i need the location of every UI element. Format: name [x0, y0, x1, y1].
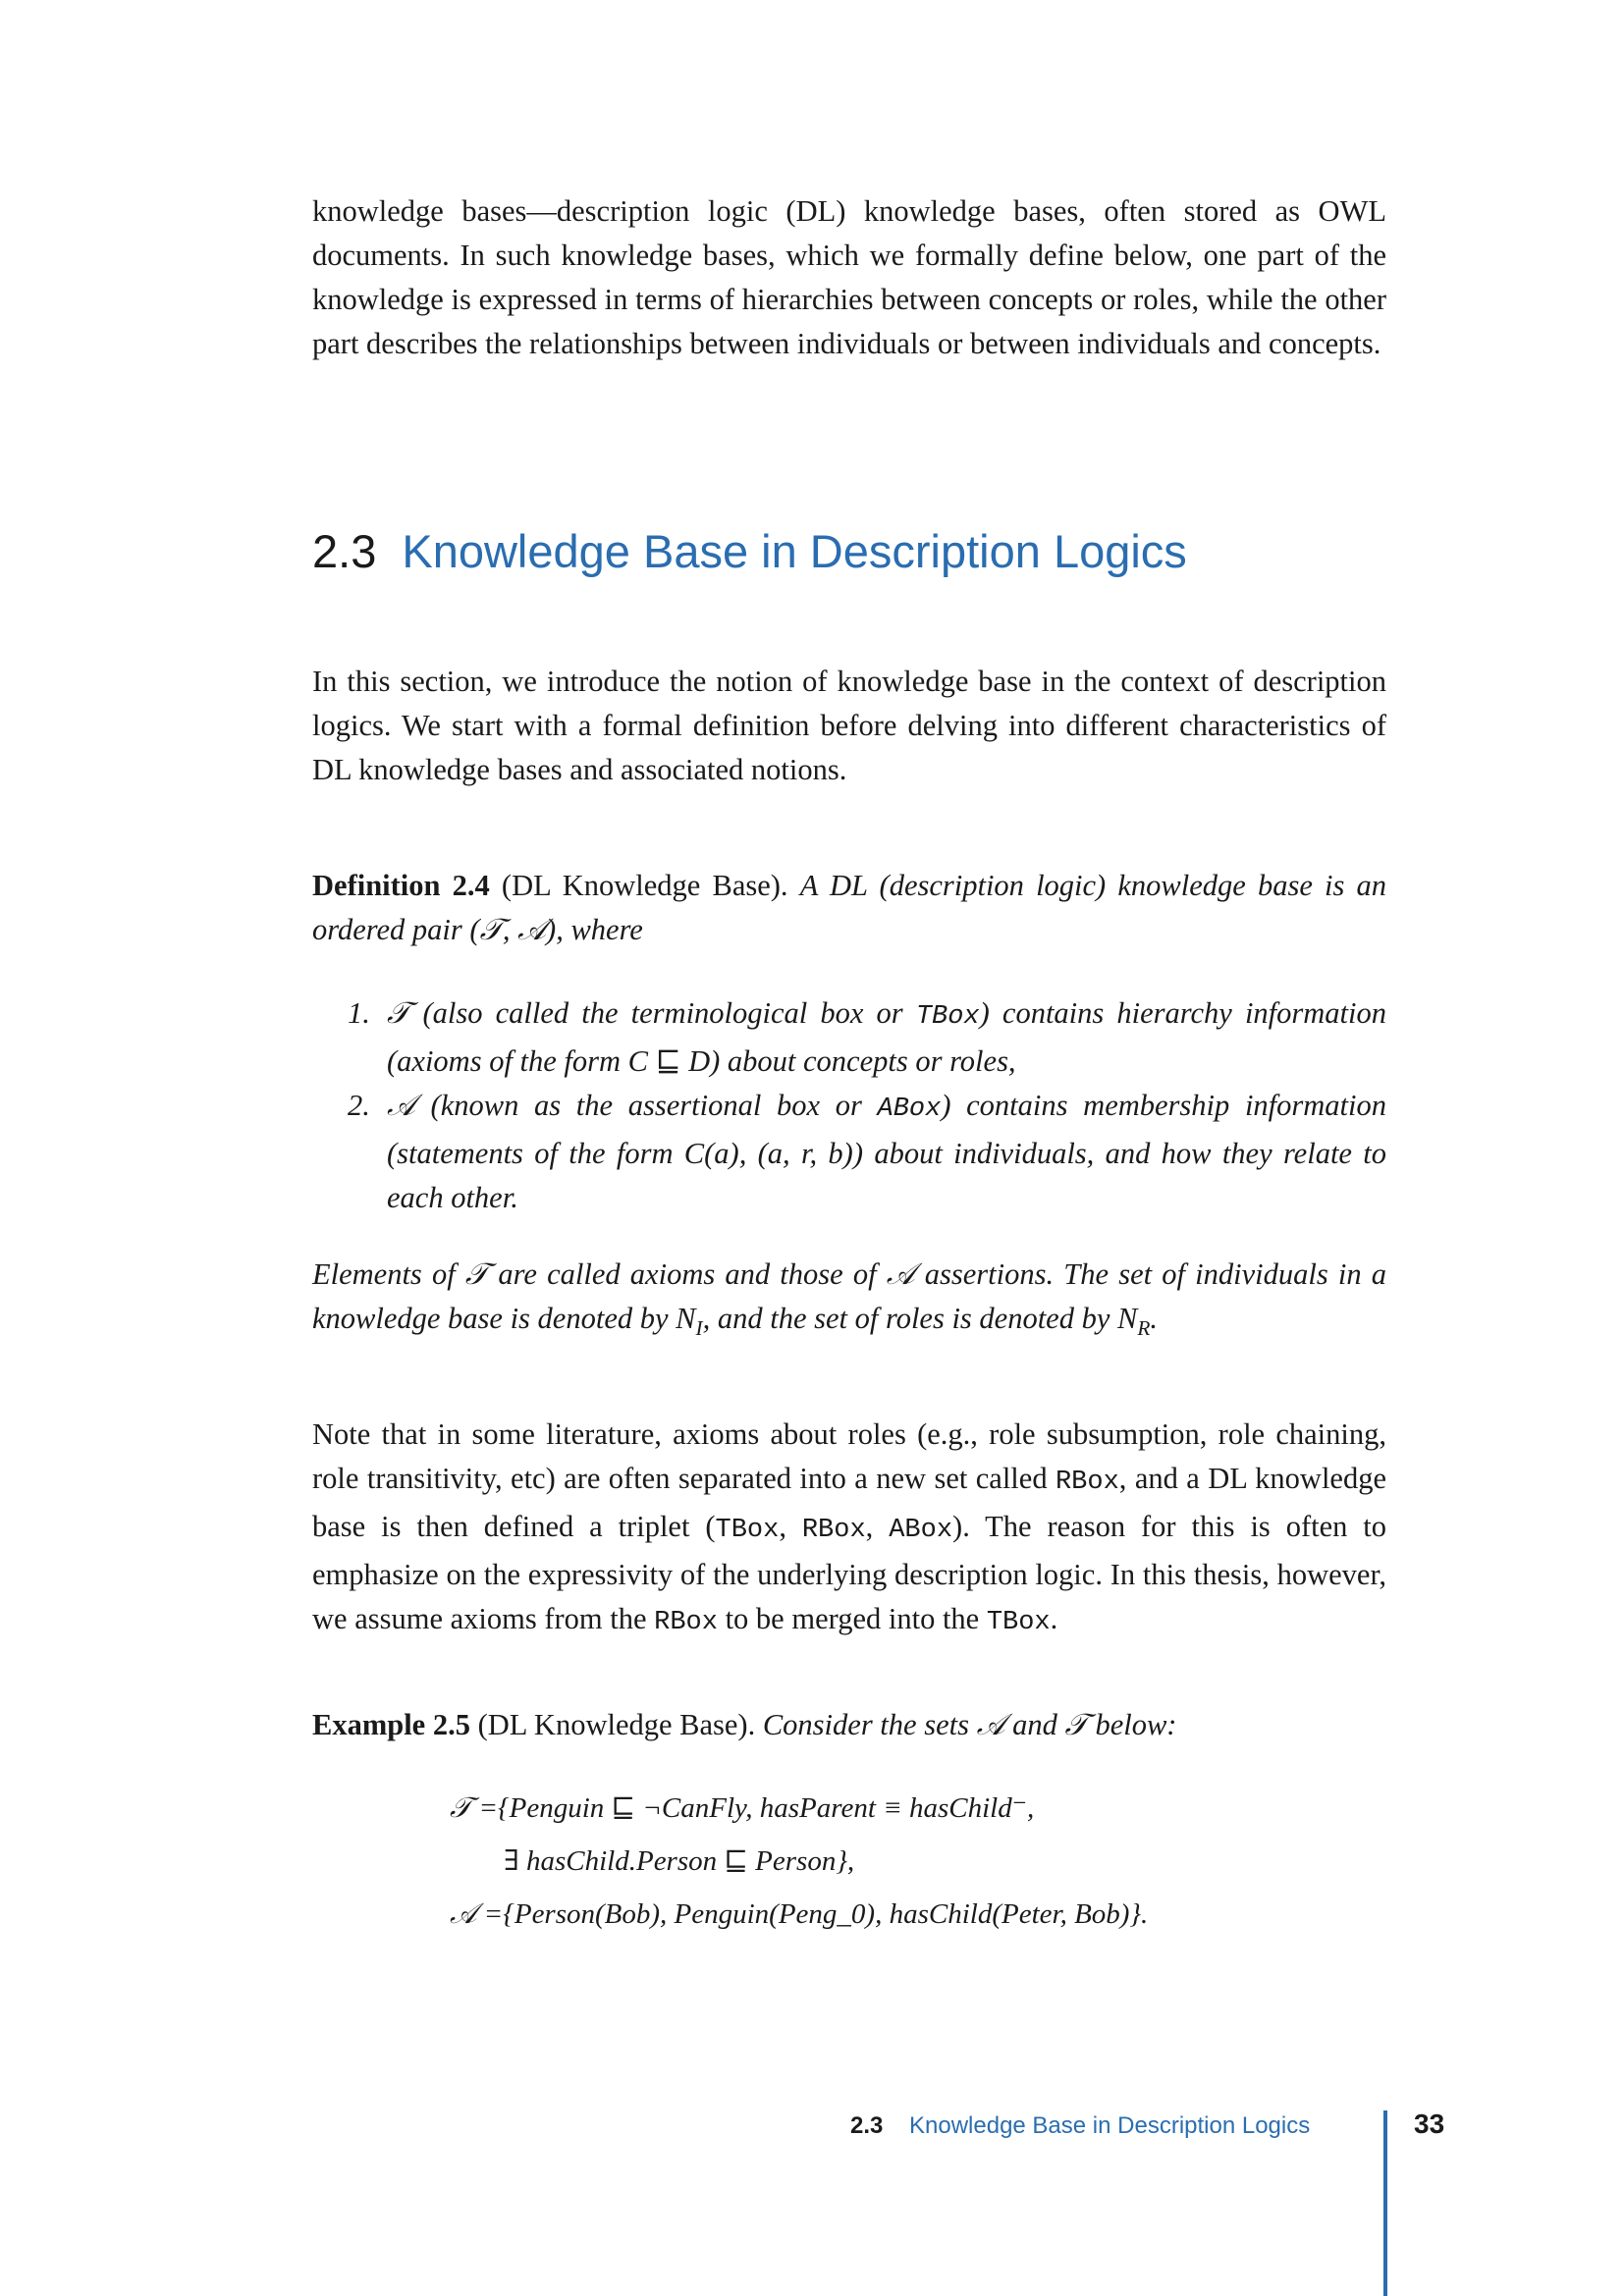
definition-list [348, 991, 1386, 1220]
abox-code: ABox [889, 1516, 953, 1545]
list-marker: 2. [348, 1089, 370, 1122]
abox-symbol: 𝒜 [886, 1257, 915, 1292]
footer-section-title: Knowledge Base in Description Logics [909, 2112, 1311, 2139]
definition-name: (DL Knowledge Base). [501, 869, 788, 902]
math-line-abox: 𝒜 ={Person(Bob), Penguin(Peng_0), hasChild(Peter, Bob)}. [450, 1898, 1149, 1930]
tbox-symbol: 𝒯 [387, 996, 410, 1031]
rbox-note-paragraph [312, 1413, 1386, 1645]
example-label: Example 2.5 [312, 1708, 470, 1741]
note-text: , and a DL knowledge base is then defined a triplet ( [312, 1462, 1386, 1543]
individuals-symbol: N [676, 1302, 696, 1335]
note-text: . [1150, 1302, 1159, 1335]
note-text: , [779, 1510, 802, 1543]
item-math: C ⊑ D [627, 1044, 711, 1078]
definition-label: Definition 2.4 [312, 869, 490, 902]
definition-statement-a: A DL (description logic) knowledge base is an ordered pair [312, 869, 1386, 946]
math-line-tbox: 𝒯 ={Penguin ⊑ ¬CanFly, hasParent ≡ hasChild⁻, [450, 1792, 1035, 1824]
definition-2-4 [312, 864, 1386, 952]
note-text: are called axioms and those of [488, 1257, 887, 1291]
tbox-code: TBox [715, 1516, 780, 1545]
math-line-tbox-cont: ∃ hasChild.Person ⊑ Person}, [504, 1845, 855, 1877]
example-text: below: [1087, 1708, 1177, 1741]
note-text: , and the set of roles is denoted by [702, 1302, 1118, 1335]
section-heading [312, 522, 1386, 581]
note-text: , [865, 1510, 890, 1543]
note-text: to be merged into the [717, 1602, 987, 1635]
note-text: Elements of [312, 1257, 465, 1291]
note-text: ). The reason for this is often to emphasize on the expressivity of the underlying description logic. In this thesis, however, we assume axioms from the [312, 1510, 1387, 1635]
list-marker: 1. [348, 996, 370, 1030]
tbox-code: TBox [986, 1608, 1051, 1637]
item-text-a: (known as the assertional box or [414, 1089, 878, 1122]
note-text: assertions. The set of individuals in a knowledge base is denoted by [312, 1257, 1387, 1335]
example-2-5 [312, 1703, 1386, 1747]
section-intro-paragraph: In this section, we introduce the notion of knowledge base in the context of description logics. We start with a formal definition before delving into different characteristics of DL knowledge bases and associated notions. [312, 665, 1386, 786]
item-text-c: ) about concepts or roles, [710, 1044, 1016, 1078]
footer-rule [1383, 2110, 1387, 2296]
individuals-subscript: I [695, 1316, 703, 1341]
elements-note [312, 1253, 1386, 1341]
section-title: Knowledge Base in Description Logics [402, 525, 1187, 577]
section-number: 2.3 [312, 525, 377, 577]
rbox-code: RBox [1055, 1468, 1119, 1497]
example-text: and [1004, 1708, 1065, 1741]
intro-paragraph: knowledge bases—description logic (DL) knowledge bases, often stored as OWL documents. In such knowledge bases, which we formally define below, one part of the knowledge is expressed in terms of hierarchies between concepts or roles, while the other part describes the relationships between individuals or between individuals and concepts. [312, 194, 1386, 360]
item-math: C(a), (a, r, b) [683, 1137, 853, 1170]
running-footer: 2.3 Knowledge Base in Description Logics 33 [850, 2109, 1445, 2139]
list-item [348, 991, 1386, 1084]
note-text: . [1050, 1602, 1058, 1635]
tbox-symbol: 𝒯 [1064, 1708, 1088, 1742]
abox-symbol: 𝒜 [976, 1708, 1005, 1742]
list-item [348, 1084, 1386, 1220]
item-text-a: (also called the terminological box or [409, 996, 916, 1030]
rbox-code: RBox [801, 1516, 866, 1545]
item-text-b: ) contains membership information (statements of the form [387, 1089, 1386, 1170]
item-code: TBox [915, 1002, 980, 1032]
rbox-code: RBox [654, 1608, 718, 1637]
roles-subscript: R [1137, 1316, 1151, 1341]
definition-statement-b: , where [556, 913, 643, 946]
tbox-symbol: 𝒯 [464, 1257, 489, 1292]
note-text: Note that in some literature, axioms about roles (e.g., role subsumption, role chaining, role transitivity, etc) are often separated into a new set called [312, 1417, 1386, 1495]
definition-pair: (𝒯, 𝒜) [469, 913, 557, 946]
example-text: Consider the sets [762, 1708, 977, 1741]
abox-symbol: 𝒜 [387, 1089, 415, 1123]
item-code: ABox [877, 1095, 942, 1124]
item-text-b: ) contains hierarchy information (axioms of the form [387, 996, 1387, 1078]
example-name: (DL Knowledge Base). [477, 1708, 756, 1741]
item-text-c: ) about individuals, and how they relate to each other. [387, 1137, 1386, 1214]
page-number: 33 [1414, 2109, 1445, 2139]
roles-symbol: N [1117, 1302, 1138, 1335]
example-math-block [450, 1782, 1333, 1941]
